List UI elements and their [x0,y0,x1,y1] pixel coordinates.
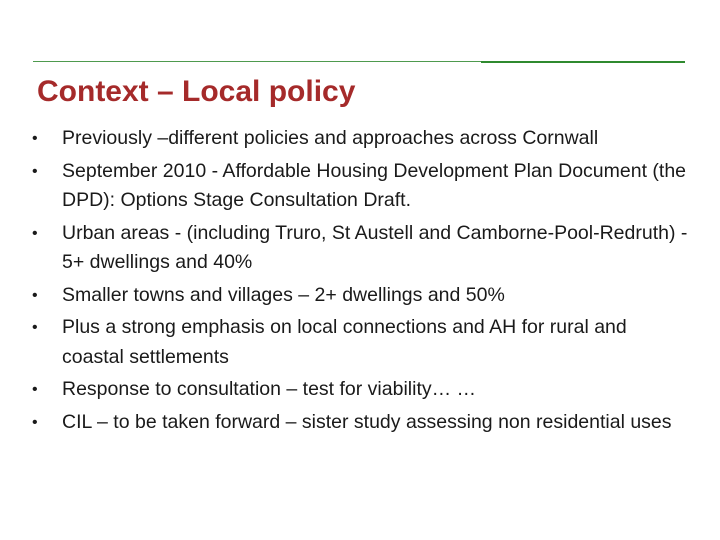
bullet-item [30,375,690,405]
bullet-item [30,313,690,372]
bullet-text: CIL – to be taken forward – sister study assessing non residential uses [62,410,672,433]
bullet-item [30,281,690,311]
bullet-text: Urban areas - (including Truro, St Austell and Camborne-Pool-Redruth) - 5+ dwellings and 40% [62,221,688,273]
header-rule-accent [481,61,685,63]
bullet-item [30,157,690,216]
bullet-dot-icon: • [32,224,38,242]
bullet-dot-icon: • [32,381,38,398]
bullet-dot-icon: • [32,162,38,180]
bullet-item [30,124,690,154]
bullet-text: Smaller towns and villages – 2+ dwellings and 50% [62,283,505,306]
bullet-item [30,408,690,438]
bullet-text: Response to consultation – test for viability… … [62,378,477,400]
bullet-dot-icon: • [32,130,38,147]
bullet-item [30,219,690,278]
bullet-text: Plus a strong emphasis on local connections and AH for rural and coastal settlements [62,316,627,368]
bullet-text: September 2010 - Affordable Housing Development Plan Document (the DPD): Options Stage Consultation Draft. [62,159,687,211]
bullet-list [30,124,690,440]
slide-title: Context – Local policy [37,75,356,108]
bullet-dot-icon: • [32,319,38,336]
bullet-dot-icon: • [32,413,38,431]
bullet-dot-icon: • [32,286,38,304]
bullet-text: Previously –different policies and approaches across Cornwall [62,127,599,149]
